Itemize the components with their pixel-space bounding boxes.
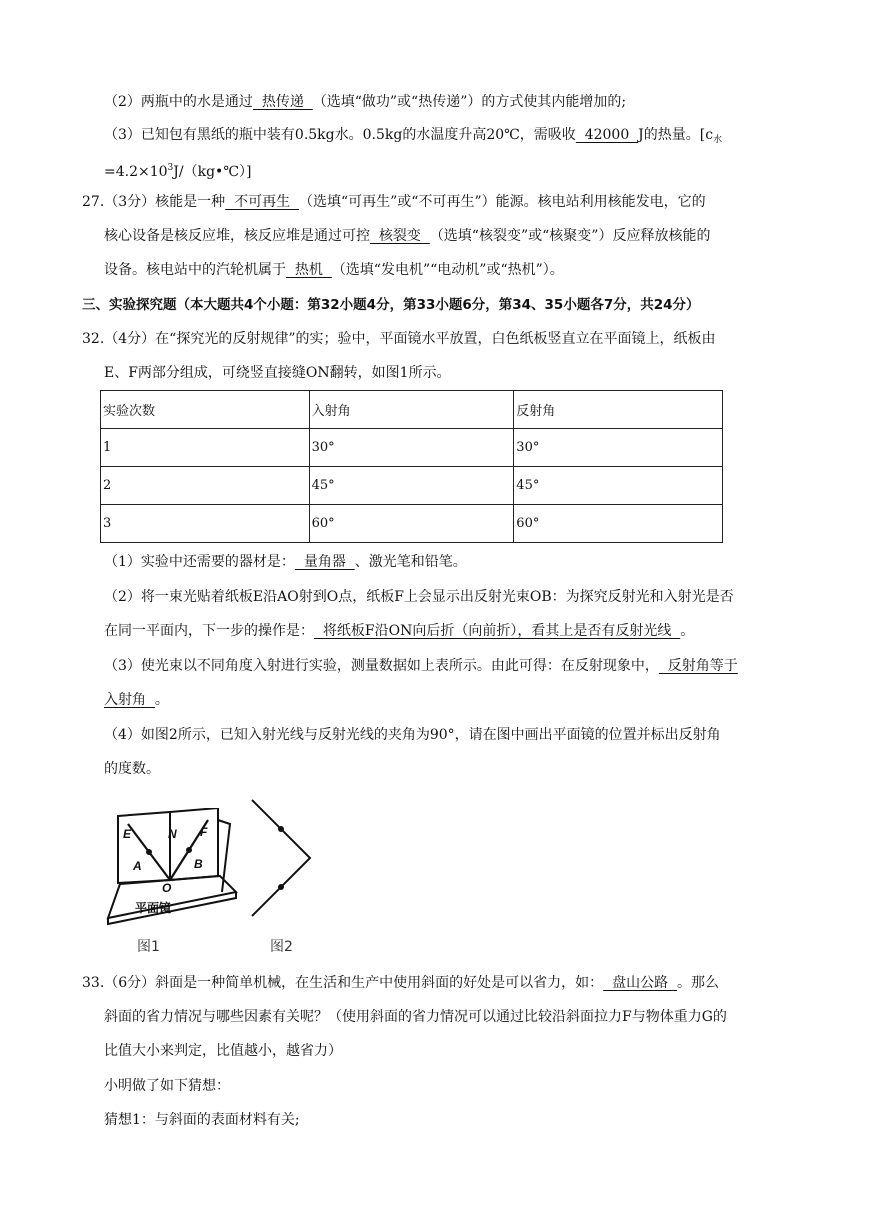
q32-sub3-line1: （3）使光束以不同角度入射进行实验，测量数据如上表所示。由此可得：在反射现象中， 反射角等于 xyxy=(104,658,738,674)
answer-blank: 量角器 xyxy=(294,554,355,570)
figure-1-caption: 图1 xyxy=(137,939,160,955)
table-cell: 45° xyxy=(309,467,514,505)
figure-2-diagram xyxy=(246,796,318,922)
q33-line1: 33.（6分）斜面是一种简单机械，在生活和生产中使用斜面的好处是可以省力，如： 盘山公路 。那么 xyxy=(82,975,719,991)
answer-blank: 热机 xyxy=(286,262,332,278)
q32-sub4-line1: （4）如图2所示，已知入射光线与反射光线的夹角为90°，请在图中画出平面镜的位置并标出反射角 xyxy=(104,727,721,743)
q32-line1: 32.（4分）在“探究光的反射规律”的实；验中，平面镜水平放置，白色纸板竖直立在平面镜上，纸板由 xyxy=(82,331,716,347)
point-marker-icon xyxy=(146,849,152,855)
figure-2-caption: 图2 xyxy=(270,939,293,955)
answer-blank: 不可再生 xyxy=(225,194,299,210)
q32-sub4-line2: 的度数。 xyxy=(104,761,160,777)
table-cell: 30° xyxy=(514,429,723,467)
table-cell: 2 xyxy=(101,467,310,505)
label-o: O xyxy=(162,881,172,895)
q32-sub2-line1: （2）将一束光贴着纸板E沿AO射到O点，纸板F上会显示出反射光束OB：为探究反射光和入射光是否 xyxy=(104,589,734,605)
table-cell: 45° xyxy=(514,467,723,505)
q32-sub2-line2: 在同一平面内，下一步的操作是： 将纸板F沿ON向后折（向前折），看其上是否有反射光线 。 xyxy=(104,623,695,639)
q27-line2: 核心设备是核反应堆，核反应堆是通过可控 核裂变 （选填“核裂变”或“核聚变”）反应释放核能的 xyxy=(104,228,711,244)
answer-blank: 热传递 xyxy=(252,94,313,110)
table-row xyxy=(101,467,723,505)
table-header: 入射角 xyxy=(309,391,514,429)
table-cell: 3 xyxy=(101,505,310,543)
q26-part3: （3）已知包有黑纸的瓶中装有0.5kg水。0.5kg的水温度升高20℃，需吸收 42000 J的热量。[$c_水$ xyxy=(104,127,723,145)
section-heading: 三、实验探究题（本大题共4个小题：第32小题4分，第33小题6分，第34、35小题各7分，共24分） xyxy=(82,297,700,313)
label-n: N xyxy=(168,827,177,841)
table-header: 实验次数 xyxy=(101,391,310,429)
table-row xyxy=(101,505,723,543)
q26-part3-formula: $=4.2\times 10^3J/(kg•℃)$] xyxy=(104,163,252,180)
q27-line1: 27.（3分）核能是一种 不可再生 （选填“可再生”或“不可再生”）能源。核电站利用核能发电，它的 xyxy=(82,194,706,210)
label-mirror: 平面镜 xyxy=(135,901,172,915)
label-f: F xyxy=(200,825,208,839)
table-cell: 30° xyxy=(309,429,514,467)
point-marker-icon xyxy=(186,847,192,853)
answer-blank: 核裂变 xyxy=(370,228,430,244)
data-table xyxy=(100,390,723,543)
q32-sub1: （1）实验中还需要的器材是： 量角器 、激光笔和铅笔。 xyxy=(104,554,467,570)
q27-line3: 设备。核电站中的汽轮机属于 热机 （选填“发电机”“电动机”或“热机”）。 xyxy=(104,262,564,278)
q26-part2: （2）两瓶中的水是通过 热传递 （选填“做功”或“热传递”）的方式使其内能增加的; xyxy=(104,94,627,110)
q33-line4: 小明做了如下猜想： xyxy=(104,1078,230,1094)
answer-blank: 42000 xyxy=(575,127,639,143)
table-header-row xyxy=(101,391,723,429)
q33-line5: 猜想1：与斜面的表面材料有关; xyxy=(104,1112,300,1128)
label-b: B xyxy=(194,857,203,871)
arrow-marker-icon xyxy=(278,884,284,890)
figure-1-diagram xyxy=(100,808,240,930)
q32-sub3-line2: 入射角 。 xyxy=(104,692,169,708)
answer-blank: 反射角等于 xyxy=(658,658,738,674)
q33-line3: 比值大小来判定，比值越小，越省力） xyxy=(104,1043,342,1059)
answer-blank: 入射角 xyxy=(104,692,155,708)
answer-blank: 将纸板F沿ON向后折（向前折），看其上是否有反射光线 xyxy=(314,623,681,639)
table-cell: 60° xyxy=(514,505,723,543)
arrow-marker-icon xyxy=(278,826,284,832)
table-header: 反射角 xyxy=(514,391,723,429)
answer-blank: 盘山公路 xyxy=(603,975,677,991)
table-cell: 60° xyxy=(309,505,514,543)
label-a: A xyxy=(133,859,142,873)
table-row xyxy=(101,429,723,467)
q32-line2: E、F两部分组成，可绕竖直接缝ON翻转，如图1所示。 xyxy=(104,365,451,381)
table-cell: 1 xyxy=(101,429,310,467)
q33-line2: 斜面的省力情况与哪些因素有关呢？（使用斜面的省力情况可以通过比较沿斜面拉力F与物体重力G的 xyxy=(104,1009,727,1025)
label-e: E xyxy=(123,827,132,841)
